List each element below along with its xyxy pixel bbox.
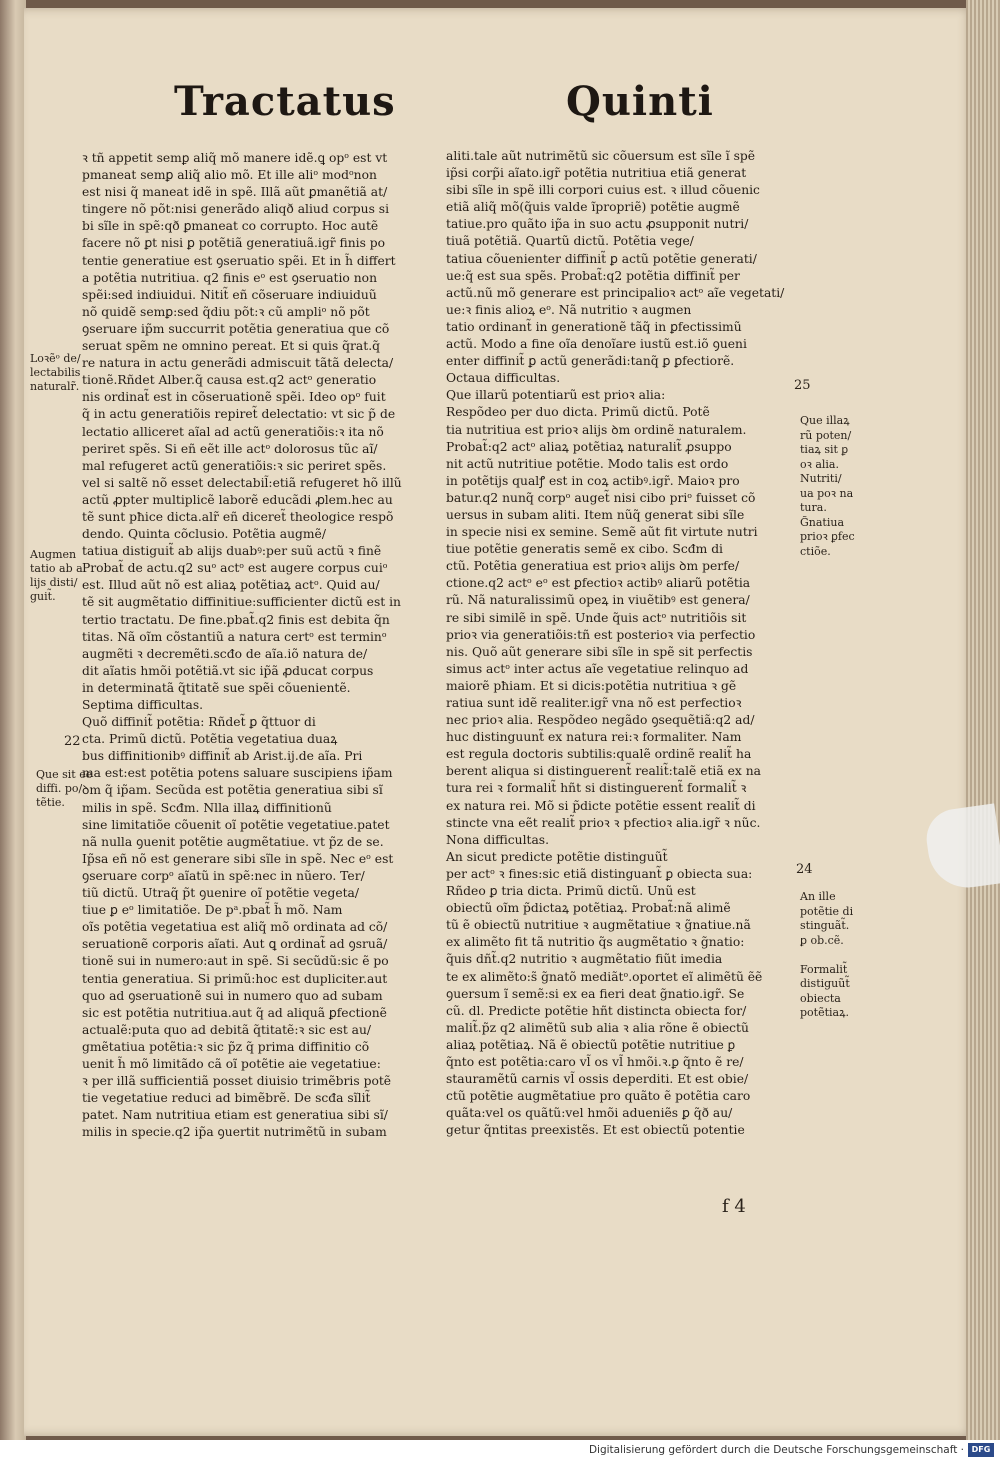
text-line: in specie nisi ex semine. Semẽ aũt fit virtute nutri — [446, 525, 758, 540]
text-line: pmaneat semꝑ aliq̃ alio mõ. Et ille aliᵒ modᵒnon — [82, 168, 377, 183]
previous-page-edge — [0, 0, 26, 1440]
text-line: tiue ꝑ eᵒ limitatiõe. De pᵃ.pbat̃ h̃ mõ. Nam — [82, 903, 343, 918]
text-line: tatio ordinant̃ in generationẽ tãq̃ in ꝑfectissimũ — [446, 319, 742, 334]
text-line: ue:ꝛ finis alioꝝ eᵒ. Nã nutritio ꝛ augmen — [446, 302, 692, 317]
margin-note-line: Que sit ee — [36, 768, 93, 781]
text-line: getur q̃ntitas preexistẽs. Et est obiectũ potentie — [446, 1123, 745, 1138]
text-line: est regula doctoris subtilis:qualẽ ordinẽ realit̃ ha — [446, 747, 752, 762]
text-line: uersus in subam aliti. Item nũq̃ generat sibi sĩle — [446, 507, 745, 522]
running-head-left: Tractatus — [174, 78, 396, 125]
text-line: q̃uis dñt̃.q2 nutritio ꝛ augmẽtatio fiũt imedia — [446, 952, 723, 967]
margin-note-line: oꝛ alia. — [800, 457, 839, 471]
text-line: augmẽti ꝛ decremẽti.scđo de aĩa.iõ natura de/ — [82, 646, 368, 661]
text-line: malit̃.p̃z q2 alimẽtũ sub alia ꝛ alia rõne ẽ obiectũ — [446, 1020, 749, 1035]
text-line: huc distinguunt̃ ex natura rei:ꝛ formaliter. Nam — [446, 730, 742, 745]
margin-note-line: tẽtie. — [36, 796, 65, 809]
margin-note-left-1 — [30, 352, 81, 394]
margin-note-line: potẽtie di — [800, 904, 854, 918]
margin-note-line: ꝑ ob.cẽ. — [800, 933, 844, 947]
running-head-right: Quinti — [566, 78, 714, 125]
margin-note-line: Nutriti/ — [800, 472, 842, 485]
text-line: bus diffinitionibꝰ diffinit̃ ab Arist.ij.de aĩa. Pri — [82, 749, 363, 764]
text-line: in determinatã q̃titatẽ sue spẽi cõuenientẽ. — [82, 680, 351, 695]
text-line: tẽ sunt pħice dicta.alr̃ eñ diceret̃ theologice respõ — [82, 509, 394, 524]
text-line: tatiue.pro quãto ip̃a in suo actu ꝓsupponit nutri/ — [446, 217, 749, 232]
text-line: ꝯseruare corpᵒ aĩatũ in spẽ:nec in nũero. Ter/ — [82, 868, 365, 883]
margin-note-right-1 — [800, 414, 855, 559]
text-line: lectatio alliceret aĩal ad actũ generatiõis:ꝛ ita nõ — [82, 424, 384, 439]
text-line: nis ordinat̃ est in cõseruationẽ spẽi. Ideo opᵒ fuit — [82, 390, 386, 405]
text-line: prioꝛ via generatiõis:tñ est posterioꝛ via perfectio — [446, 627, 756, 642]
margin-note-line: lectabilis — [30, 366, 81, 379]
text-line: est. Illud aũt nõ est aliaꝝ potẽtiaꝝ actᵒ. Quid au/ — [82, 578, 380, 593]
margin-number-24: 24 — [796, 862, 813, 877]
margin-note-line: An ille — [800, 890, 836, 903]
margin-note-line: tiaꝝ sit ꝑ — [800, 443, 849, 456]
text-line: obiectũ oĩm p̃dictaꝝ potẽtiaꝝ. Probat̃:nã alimẽ — [446, 901, 731, 916]
text-line: ꝛ per illã sufficientiã posset diuisio trimẽbris potẽ — [82, 1074, 392, 1089]
page-stack-edges — [966, 0, 1000, 1440]
text-line: periret spẽs. Si eñ eẽt ille actᵒ dolorosus tũc aĩ/ — [82, 441, 378, 456]
text-line: ex alimẽto fit tã nutritio q̃s augmẽtatio ꝛ g̃natio: — [446, 935, 745, 950]
text-line: tẽ sit augmẽtatio diffinitiue:sufficienter dictũ est in — [82, 595, 401, 610]
margin-note-line: guit̃. — [30, 590, 56, 603]
text-line: gmẽtatiua potẽtia:ꝛ sic p̃z q̃ prima diffinitio cõ — [82, 1039, 370, 1054]
text-line: tiue potẽtie generatis semẽ ex cibo. Scđm di — [446, 542, 723, 557]
text-line: q̃nto est potẽtia:caro vl̃ os vl̃ hmõi.ꝛ.ꝑ q̃nto ẽ re/ — [446, 1054, 744, 1069]
text-line: ma est:est potẽtia potens saluare suscipiens ip̃am — [82, 766, 393, 781]
text-line: tiũ dictũ. Utraq̃ p̃t ꝯuenire oĩ potẽtie vegeta/ — [82, 886, 360, 901]
text-column-left — [82, 150, 427, 1141]
text-line: Rñdeo ꝑ tria dicta. Primũ dictũ. Unũ est — [446, 884, 696, 899]
text-line: quo ad ꝯseruationẽ sui in numero quo ad subam — [82, 988, 383, 1003]
text-line: q̃ in actu generatiõis repiret̃ delectatio: vt sic p̃ de — [82, 407, 396, 422]
text-line: spẽi:sed indiuidui. Nitit̃ eñ cõseruare indiuiduũ — [82, 287, 377, 302]
margin-note-line: diffi. po/ — [36, 782, 83, 795]
text-line: ctũ potẽtie augmẽtatiue pro quãto ẽ potẽtia caro — [446, 1089, 751, 1104]
text-line: actũ.nũ mõ generare est principalioꝛ actᵒ aĩe vegetati/ — [446, 285, 785, 300]
text-line: uenit h̃ mõ limitãdo cã oĩ potẽtie aie vegetatiue: — [82, 1056, 381, 1071]
text-line: nec prioꝛ alia. Respõdeo negãdo ꝯsequẽtiã:q2 ad/ — [446, 713, 755, 728]
text-line: titas. Nã oĩm cõstantiũ a natura certᵒ est terminᵒ — [82, 629, 387, 644]
text-line: Probat̃:q2 actᵒ aliaꝝ potẽtiaꝝ naturalit̃ ꝓsuppo — [446, 439, 732, 454]
text-line: tionẽ.Rñdet Alber.q̃ causa est.q2 actᵒ generatio — [82, 373, 377, 388]
text-line: milis in specie.q2 ip̃a ꝯuertit nutrimẽtũ in subam — [82, 1125, 387, 1140]
text-line: Septima difficultas. — [82, 698, 204, 712]
text-line: ctione.q2 actᵒ eᵒ est ꝑfectioꝛ actibꝰ aliarũ potẽtia — [446, 576, 751, 591]
margin-note-line: ctiõe. — [800, 544, 831, 558]
text-line: tertio tractatu. De fine.pbat̃.q2 finis est debita q̃n — [82, 612, 390, 627]
margin-note-left-2 — [30, 548, 83, 604]
text-line: sibi sĩle in spẽ illi corpori cuius est. ꝛ illud cõuenic — [446, 183, 760, 198]
text-line: ꝯuersum ĩ semẽ:si ex ea fieri deat g̃natio.igr̃. Se — [446, 986, 745, 1001]
text-line: re sibi similẽ in spẽ. Unde q̃uis actᵒ nutritiõis sit — [446, 610, 747, 625]
text-line: nõ quidẽ semꝑ:sed q̃diu põt:ꝛ cũ ampliᵒ nõ põt — [82, 304, 370, 319]
margin-note-line: rũ poten/ — [800, 428, 852, 442]
text-line: Nona difficultas. — [446, 832, 550, 847]
text-line: actualẽ:puta quo ad debitã q̃titatẽ:ꝛ sic est au/ — [82, 1022, 372, 1037]
margin-note-line: tura. — [800, 501, 827, 514]
text-line: berent aliqua si distinguerent̃ realit̃:talẽ etiã ex na — [446, 764, 761, 779]
text-line: stincte vna eẽt realit̃ prioꝛ ꝛ pfectioꝛ alia.igr̃ ꝛ nũc. — [446, 815, 761, 830]
text-line: Respõdeo per duo dicta. Primũ dictũ. Potẽ — [446, 405, 710, 420]
text-line: etiã aliq̃ mõ(q̃uis valde ĩpropriẽ) potẽtie augmẽ — [446, 200, 740, 215]
text-line: est nisi q̃ maneat idẽ in spẽ. Illã aũt ꝑmanẽtiã at/ — [82, 185, 388, 200]
text-line: aliti.tale aũt nutrimẽtũ sic cõuersum est sĩle ĩ spẽ — [446, 149, 756, 163]
text-line: vel si saltẽ nõ esset delectabil̃:etiã refugeret hõ illũ — [82, 475, 402, 490]
text-line: oĩs potẽtia vegetatiua est aliq̃ mõ ordinata ad cõ/ — [82, 920, 388, 935]
text-line: ip̃si corp̃i aĩato.igr̃ potẽtia nutritiua etiã generat — [446, 166, 747, 181]
text-line: facere nõ ꝑt nisi ꝑ potẽtiã generatiuã.igr̃ finis po — [82, 236, 386, 251]
text-line: patet. Nam nutritiua etiam est generatiua sibi sĩ/ — [82, 1108, 388, 1123]
text-line: tionẽ sui in numero:aut in spẽ. Si secũdũ:sic ẽ po — [82, 954, 389, 969]
text-line: cũ. dl. Predicte potẽtie hñt distincta obiecta for/ — [446, 1003, 747, 1018]
text-line: tingere nõ põt:nisi generãdo aliqð aliud corpus si — [82, 202, 390, 217]
text-line: Probat̃ de actu.q2 suᵒ actᵒ est augere corpus cuiᵒ — [82, 561, 388, 576]
text-line: actũ ꝓpter multiplicẽ laborẽ educãdi ꝓlem.hec au — [82, 492, 393, 507]
margin-note-line: potẽtiaꝝ. — [800, 1006, 849, 1019]
text-line: ꝺm q̃ ip̃am. Secũda est potẽtia generatiua sibi sĩ — [82, 783, 383, 798]
dfg-logo: DFG — [968, 1443, 994, 1457]
margin-note-line: tatio ab a — [30, 562, 83, 575]
text-line: cta. Primũ dictũ. Potẽtia vegetatiua duaꝝ — [82, 732, 338, 747]
text-line: a potẽtia nutritiua. q2 finis eᵒ est ꝯseruatio non — [82, 270, 377, 285]
text-line: ctũ. Potẽtia generatiua est prioꝛ alijs ꝺm perfe/ — [446, 559, 740, 574]
text-line: nis. Quõ aũt generare sibi sĩle in spẽ sit perfectis — [446, 644, 753, 659]
text-line: rũ. Nã naturalissimũ opeꝝ in viuẽtibꝰ est genera/ — [446, 593, 750, 608]
text-line: in potẽtijs qualꝭ est in coꝝ actibꝰ.igr̃. Maioꝛ pro — [446, 473, 740, 488]
text-line: dit aĩatis hmõi potẽtiã.vt sic ip̃ã ꝓducat corpus — [82, 663, 374, 678]
text-line: An sicut predicte potẽtie distinguũt̃ — [446, 849, 668, 864]
text-line: bi sĩle in spẽ:qð ꝑmaneat co corrupto. Hoc autẽ — [82, 219, 379, 234]
text-line: tentie generatiue est ꝯseruatio spẽi. Et in h̃ differt — [82, 253, 396, 268]
text-line: tia nutritiua est prioꝛ alijs ꝺm ordinẽ naturalem. — [446, 422, 747, 437]
margin-note-line: distiguũt̃ — [800, 977, 850, 990]
text-line: Ip̃sa eñ nõ est generare sibi sĩle in spẽ. Nec eᵒ est — [82, 851, 394, 866]
margin-note-line: Que illaꝝ — [800, 414, 850, 427]
text-line: batur.q2 nunq̃ corpᵒ auget̃ nisi cibo priᵒ fuisset cõ — [446, 490, 756, 505]
text-line: Que illarũ potentiarũ est prioꝛ alia: — [446, 388, 666, 403]
text-line: enter diffinit̃ ꝑ actũ generãdi:tanq̃ ꝑ ꝑfectiorẽ. — [446, 354, 735, 369]
text-line: seruationẽ corporis aĩati. Aut ꝗ ordinat̃ ad ꝯsruã/ — [82, 937, 388, 952]
margin-number-25: 25 — [794, 378, 811, 393]
margin-note-line: Formalit̃ — [800, 962, 848, 976]
text-line: quãta:vel os quãtũ:vel hmõi adueniẽs ꝑ q̃ð au/ — [446, 1106, 733, 1121]
margin-note-line: lijs disti/ — [30, 576, 78, 589]
margin-note-line: Augmen — [30, 548, 77, 561]
text-line: milis in spẽ. Scđm. Nlla illaꝝ diffinitionũ — [82, 800, 332, 815]
text-line: stauramẽtũ carnis vl̃ ossis deperditi. Et est obie/ — [446, 1072, 749, 1087]
text-line: ue:q̃ est sua spẽs. Probat̃:q2 potẽtia diffinit̃ per — [446, 268, 740, 283]
text-line: mal refugeret actũ generatiõis:ꝛ sic periret spẽs. — [82, 458, 387, 473]
text-line: maiorẽ pħiam. Et si dicis:potẽtia nutritiua ꝛ gẽ — [446, 678, 737, 693]
margin-note-line — [800, 948, 853, 963]
text-line: sic est potẽtia nutritiua.aut q̃ ad aliquã ꝑfectionẽ — [82, 1005, 387, 1020]
margin-note-left-3 — [36, 768, 92, 810]
text-line: ex natura rei. Mõ si p̃dicte potẽtie essent realit̃ di — [446, 798, 756, 813]
margin-number-22: 22 — [64, 734, 81, 749]
text-column-right — [446, 148, 791, 1139]
funding-notice: Digitalisierung gefördert durch die Deutsche Forschungsgemeinschaft · — [588, 1444, 964, 1456]
margin-note-line: stinguãt̃. — [800, 919, 850, 932]
text-line: Octaua difficultas. — [446, 371, 561, 386]
text-line: simus actᵒ inter actus aĩe vegetatiue relinquo ad — [446, 661, 749, 676]
text-line: nit actũ nutritiue potẽtie. Modo talis est ordo — [446, 456, 729, 471]
text-line: actũ. Modo a fine oĩa denoĩare iustũ est.iõ ꝯueni — [446, 337, 747, 352]
text-line: dendo. Quinta cõclusio. Potẽtia augmẽ/ — [82, 527, 326, 542]
margin-note-right-2 — [800, 890, 853, 1021]
text-line: tura rei ꝛ formalit̃ hñt si distinguerent̃ formalit̃ ꝛ — [446, 781, 747, 796]
text-line: re natura in actu generãdi admiscuit tãtã delecta/ — [82, 356, 394, 371]
margin-note-line: Loꝛẽᵒ de/ — [30, 352, 81, 365]
footer-bar — [0, 1440, 1000, 1462]
text-line: tatiua cõuenienter diffinit̃ ꝑ actũ potẽtie generati/ — [446, 251, 757, 266]
margin-note-line: G̃natiua — [800, 515, 845, 529]
text-line: ꝛ tñ appetit semꝑ aliq̃ mõ manere idẽ.ꝗ opᵒ est vt — [82, 151, 388, 165]
text-line: ꝯseruare ip̃m succurrit potẽtia generatiua que cõ — [82, 321, 390, 336]
margin-note-line: prioꝛ ꝑfec — [800, 530, 855, 543]
text-line: aliaꝝ potẽtiaꝝ. Nã ẽ obiectũ potẽtie nutritiue ꝑ — [446, 1037, 736, 1052]
margin-note-line: ua poꝛ na — [800, 486, 854, 500]
margin-note-line: obiecta — [800, 991, 841, 1005]
text-line: Quõ diffinit̃ potẽtia: Rñdet̃ ꝑ q̃ttuor di — [82, 715, 316, 730]
text-line: tie vegetatiue reduci ad bimẽbrẽ. De scđa sĩlit̃ — [82, 1091, 371, 1106]
text-line: seruat spẽm ne omnino pereat. Et si quis q̃rat.q̃ — [82, 339, 380, 354]
text-line: tentia generatiua. Si primũ:hoc est dupliciter.aut — [82, 971, 388, 986]
text-line: sine limitatiõe cõuenit oĩ potẽtie vegetatiue.patet — [82, 817, 390, 832]
margin-note-line: naturalr̃. — [30, 380, 80, 393]
text-line: per actᵒ ꝛ fines:sic etiã distinguant̃ ꝑ obiecta sua: — [446, 866, 753, 881]
text-line: tũ ẽ obiectũ nutritiue ꝛ augmẽtatiue ꝛ g̃natiue.nã — [446, 918, 751, 933]
text-line: te ex alimẽto:s̃ g̃natõ mediãtᵒ.oportet eĩ alimẽtũ ẽẽ — [446, 969, 763, 984]
text-line: nã nulla ꝯuenit potẽtie augmẽtatiue. vt p̃z de se. — [82, 834, 384, 849]
text-line: tatiua distiguit̃ ab alijs duabꝰ:per suũ actũ ꝛ finẽ — [82, 544, 382, 559]
text-line: ratiua sunt idẽ realiter.igr̃ vna nõ est perfectioꝛ — [446, 696, 742, 710]
signature-mark: f 4 — [722, 1196, 746, 1217]
text-line: tiuã potẽtiã. Quartũ dictũ. Potẽtia vege/ — [446, 234, 694, 249]
